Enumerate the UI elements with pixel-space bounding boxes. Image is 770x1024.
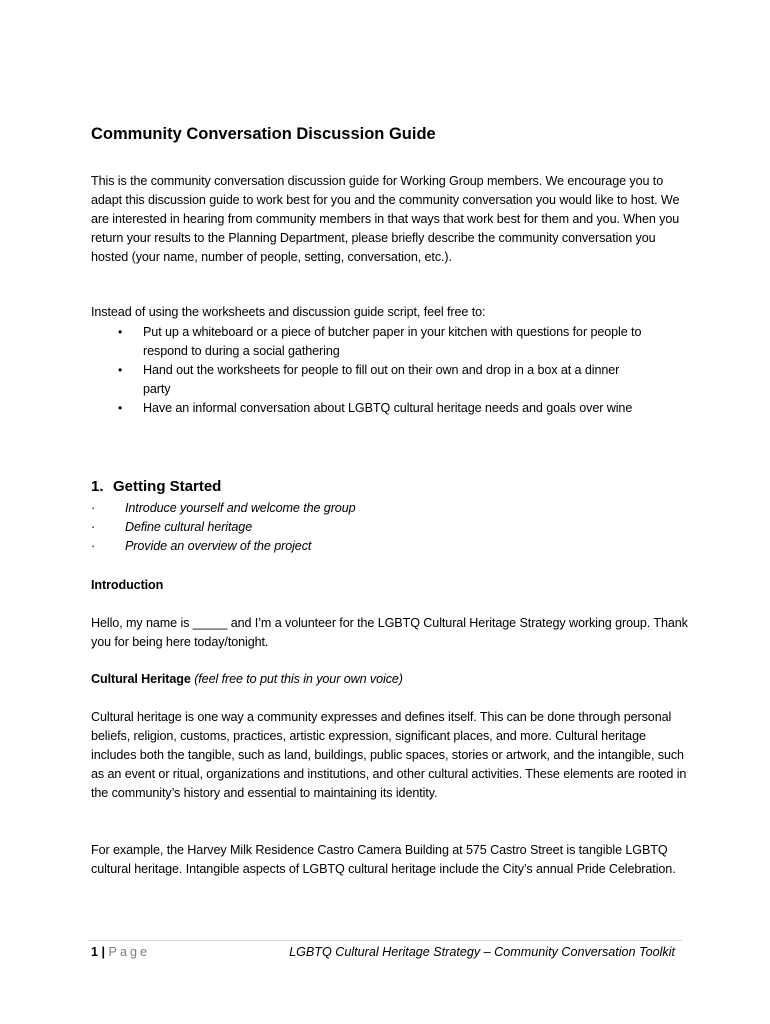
bullet-icon: · [91,539,96,553]
section-title: Getting Started [113,478,222,495]
footer-page-number [91,943,150,962]
example-paragraph: For example, the Harvey Milk Residence Castro Camera Building at 575 Castro Street is tangible LGBTQ cultural heritage. Intangible aspects of LGBTQ cultural heritage include the City’s annual Pride Celebration. [91,843,676,876]
list-item-text: Define cultural heritage [125,520,253,534]
list-item [91,361,691,399]
alternatives-lead: Instead of using the worksheets and discussion guide script, feel free to: [91,305,486,319]
footer-separator: | [101,945,106,959]
cultural-heritage-paragraph: Cultural heritage is one way a community expresses and defines itself. This can be done through personal beliefs, religion, customs, practices, artistic expression, significant places, and more. Cultural heritage includes both the tangible, such as land, buildings, public spaces, stories or artwork, and the intangible, such as an event or ritual, organizations and institutions, and other cultural activities. These elements are rooted in the community’s history and essential to maintaining its identity. [91,710,687,800]
steps-list [91,499,356,556]
page-number: 1 [91,945,99,959]
page-label: Page [108,945,150,959]
list-item [91,537,356,556]
list-item-text: Provide an overview of the project [125,539,312,553]
section-number: 1. [91,478,104,495]
bullet-icon: • [118,363,123,377]
bullet-icon: • [118,401,123,415]
introduction-paragraph: Hello, my name is _____ and I’m a volunteer for the LGBTQ Cultural Heritage Strategy working group. Thank you for being here today/tonight. [91,616,688,649]
list-item [91,323,691,361]
intro-paragraph: This is the community conversation discussion guide for Working Group members. We encourage you to adapt this discussion guide to work best for you and the community conversation you would like to host. We are interested in hearing from community members in that ways that work best for them and you. When you return your results to the Planning Department, please briefly describe the community conversation you hosted (your name, number of people, setting, conversation, etc.). [91,174,680,264]
footer-doc-title: LGBTQ Cultural Heritage Strategy – Community Conversation Toolkit [289,945,675,959]
bullet-icon: · [91,520,96,534]
list-item-text: Hand out the worksheets for people to fill out on their own and drop in a box at a dinner party [143,363,620,396]
footer-divider [88,940,682,941]
bullet-icon: • [118,325,123,339]
list-item [91,399,691,418]
list-item-text: Have an informal conversation about LGBTQ cultural heritage needs and goals over wine [143,401,633,415]
cultural-heritage-heading [91,670,403,689]
section-heading [91,478,221,495]
list-item-text: Introduce yourself and welcome the group [125,501,356,515]
list-item-text: Put up a whiteboard or a piece of butcher paper in your kitchen with questions for people to respond to during a social gathering [143,325,642,358]
bullet-icon: · [91,501,96,515]
cultural-heritage-title: Cultural Heritage [91,672,191,686]
alternatives-list [91,323,691,418]
introduction-heading: Introduction [91,578,164,592]
list-item [91,499,356,518]
cultural-heritage-note: (feel free to put this in your own voice) [194,672,403,686]
list-item [91,518,356,537]
page-title: Community Conversation Discussion Guide [91,125,436,143]
